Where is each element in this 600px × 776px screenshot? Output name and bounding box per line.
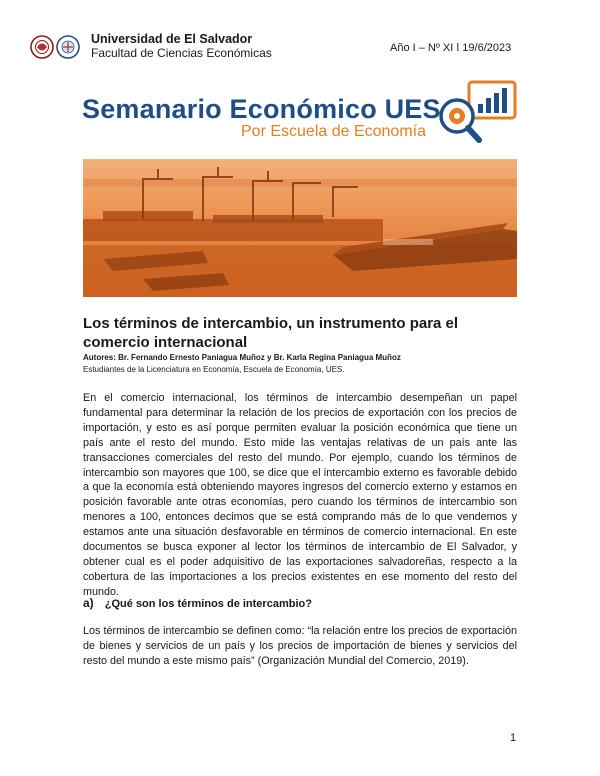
publication-subtitle: Por Escuela de Economía xyxy=(241,123,426,140)
university-logos xyxy=(30,32,82,62)
section-letter: a) xyxy=(83,596,94,610)
article-authors: Autores: Br. Fernando Ernesto Paniagua Muñoz y Br. Karla Regina Paniagua Muñoz xyxy=(83,353,401,362)
intro-paragraph: En el comercio internacional, los términos de intercambio desempeñan un papel fundamental para determinar la relación de los precios de exportación con los precios de importación, y esto es así porque permiten evaluar la posición económica que tiene un país ante el resto del mundo. Esto mide las ventajas relativas de un país ante las transacciones comerciales del resto del mundo. Por ejemplo, cuando los términos de intercambio son mayores que 100, se dice que el intercambio externo es favorable debido a que la economía está obteniendo mayores ingresos del comercio externo y estamos en posición favorable ante otras economías, pero cuando los términos de intercambio son menores a 100, entonces decimos que se está comprando más de lo que vendemos y estamos ante una situación desfavorable en términos de comercio internacional. En este documentos se busca exponer al lector los términos de intercambio de El Salvador, y obtener cual es el poder adquisitivo de las exportaciones salvadoreñas, respecto a la cobertura de las importaciones a los precios existentes en ese momento del resto del mundo. xyxy=(83,392,517,598)
section-heading xyxy=(83,596,312,610)
issue-info: Año I – Nº XI ǀ 19/6/2023 xyxy=(390,42,512,54)
publication-title: Semanario Económico UES xyxy=(82,94,441,124)
university-name: Universidad de El Salvador xyxy=(91,32,253,46)
faculty-seal-icon xyxy=(57,36,79,58)
page-number: 1 xyxy=(510,732,517,744)
author-affiliation: Estudiantes de la Licenciatura en Economía, Escuela de Economía, UES. xyxy=(83,365,345,374)
economics-magnifier-icon xyxy=(435,80,519,146)
port-banner-image xyxy=(83,159,517,297)
faculty-name: Facultad de Ciencias Económicas xyxy=(91,46,272,60)
definition-paragraph: Los términos de intercambio se definen como: “la relación entre los precios de exportación de bienes y servicios de un país y los precios de importación de bienes y servicios del resto del mundo a este mismo país” (Organización Mundial del Comercio, 2019). xyxy=(83,625,517,667)
ues-seal-icon xyxy=(31,36,53,58)
section-title: ¿Qué son los términos de intercambio? xyxy=(104,598,312,610)
article-title: Los términos de intercambio, un instrumento para el comercio internacional xyxy=(83,315,459,351)
